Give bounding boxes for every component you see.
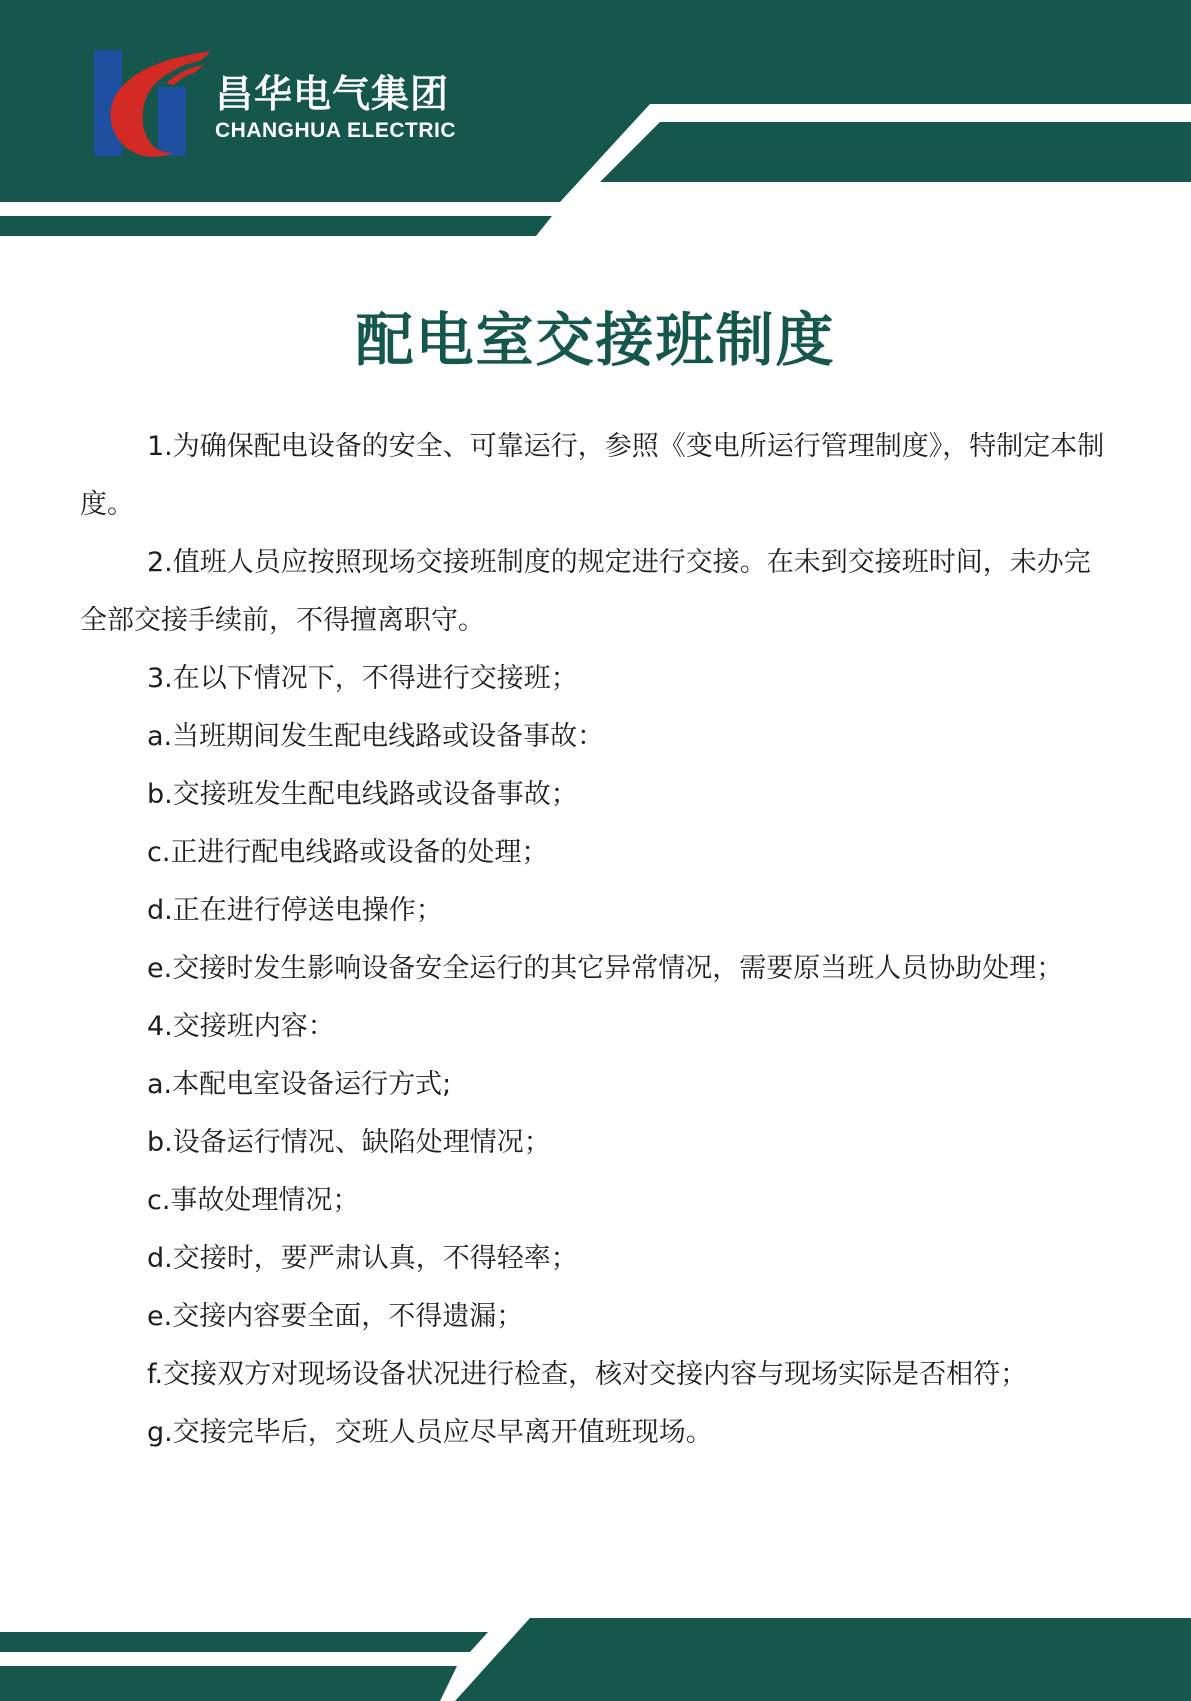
footer-band	[0, 1600, 1191, 1701]
list-item: g.交接完毕后，交班人员应尽早离开值班现场。	[147, 1417, 713, 1448]
document-body	[80, 418, 1110, 1462]
company-brand	[215, 72, 456, 144]
list-item: a.当班期间发生配电线路或设备事故：	[147, 721, 605, 752]
company-name-cn: 昌华电气集团	[215, 72, 450, 116]
list-item: c.事故处理情况；	[147, 1185, 360, 1216]
paragraph: 4.交接班内容：	[147, 1011, 335, 1042]
list-item: c.正进行配电线路或设备的处理；	[147, 837, 549, 868]
company-name-en: CHANGHUA ELECTRIC	[215, 119, 457, 142]
list-item: e.交接内容要全面，不得遗漏；	[147, 1301, 524, 1332]
list-item: d.正在进行停送电操作；	[147, 895, 443, 926]
document-title: 配电室交接班制度	[355, 306, 836, 374]
list-item: a.本配电室设备运行方式;	[147, 1069, 452, 1100]
list-item: f.交接双方对现场设备状况进行检查，核对交接内容与现场实际是否相符；	[147, 1359, 1028, 1390]
company-logo-icon	[92, 45, 222, 161]
paragraph: 1.为确保配电设备的安全、可靠运行，参照《变电所运行管理制度》，特制定本制度。	[80, 431, 1105, 520]
paragraph: 2.值班人员应按照现场交接班制度的规定进行交接。在未到交接班时间，未办完全部交接手续前，不得擅离职守。	[80, 547, 1091, 636]
list-item: d.交接时，要严肃认真，不得轻率；	[147, 1243, 578, 1274]
list-item: b.设备运行情况、缺陷处理情况；	[147, 1127, 551, 1158]
list-item: b.交接班发生配电线路或设备事故；	[147, 779, 578, 810]
paragraph: 3.在以下情况下，不得进行交接班；	[147, 663, 578, 694]
list-item: e.交接时发生影响设备安全运行的其它异常情况，需要原当班人员协助处理；	[147, 953, 1064, 984]
